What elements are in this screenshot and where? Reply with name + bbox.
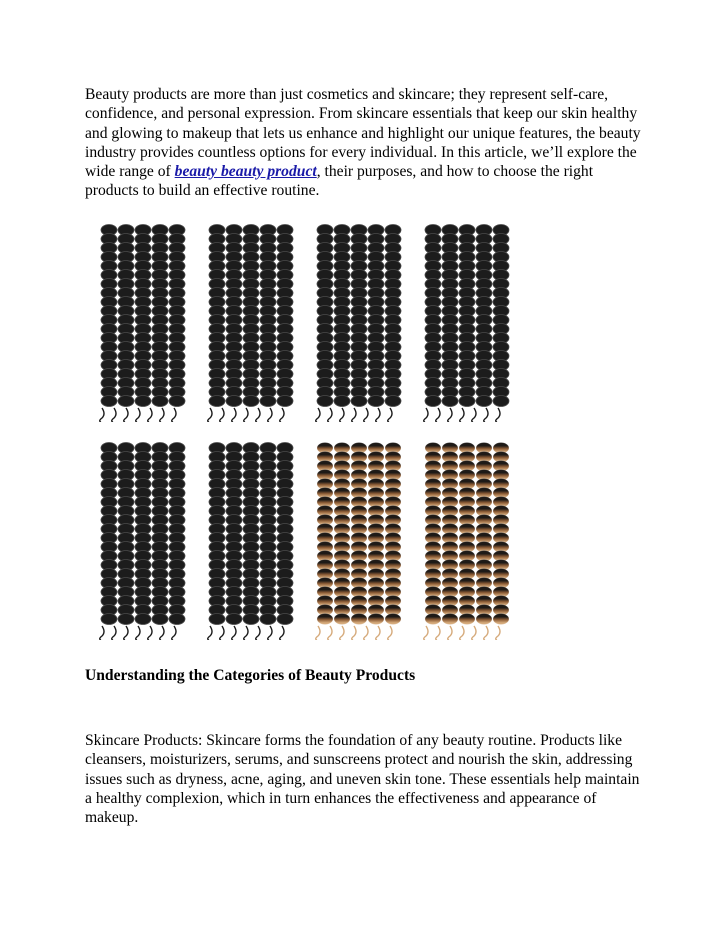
hair-bundle — [416, 440, 512, 640]
intro-paragraph — [85, 85, 645, 201]
intro-text-before-link: Beauty products are more than just cosmetics and skincare; they represent self-care, confidence, and personal expression. From skincare essentials that keep our skin healthy and glowing to makeup that lets us enhance and highlight our unique features, the beauty industry provides countless options for every individual. In this article, we’ll explore the wide range of — [85, 86, 641, 181]
section-heading: Understanding the Categories of Beauty Products — [85, 667, 416, 684]
hair-bundles-product-image — [92, 222, 532, 640]
hair-bundle — [92, 440, 188, 640]
skincare-paragraph: Skincare Products: Skincare forms the foundation of any beauty routine. Products like cleansers, moisturizers, serums, and sunscreens protect and nourish the skin, addressing issues such as dryness, acne, aging, and uneven skin tone. These essentials help maintain a healthy complexion, which in turn enhances the effectiveness and appearance of makeup. — [85, 732, 640, 827]
hair-bundle — [92, 222, 188, 422]
hair-bundle — [308, 440, 404, 640]
hair-bundle — [200, 222, 296, 422]
hair-bundle — [200, 440, 296, 640]
intro-text-after-link: , their purposes, and how to choose the right products to build an effective routine. — [85, 163, 594, 200]
hair-bundle — [308, 222, 404, 422]
hair-bundle — [416, 222, 512, 422]
beauty-product-link[interactable]: beauty beauty product — [174, 163, 317, 181]
